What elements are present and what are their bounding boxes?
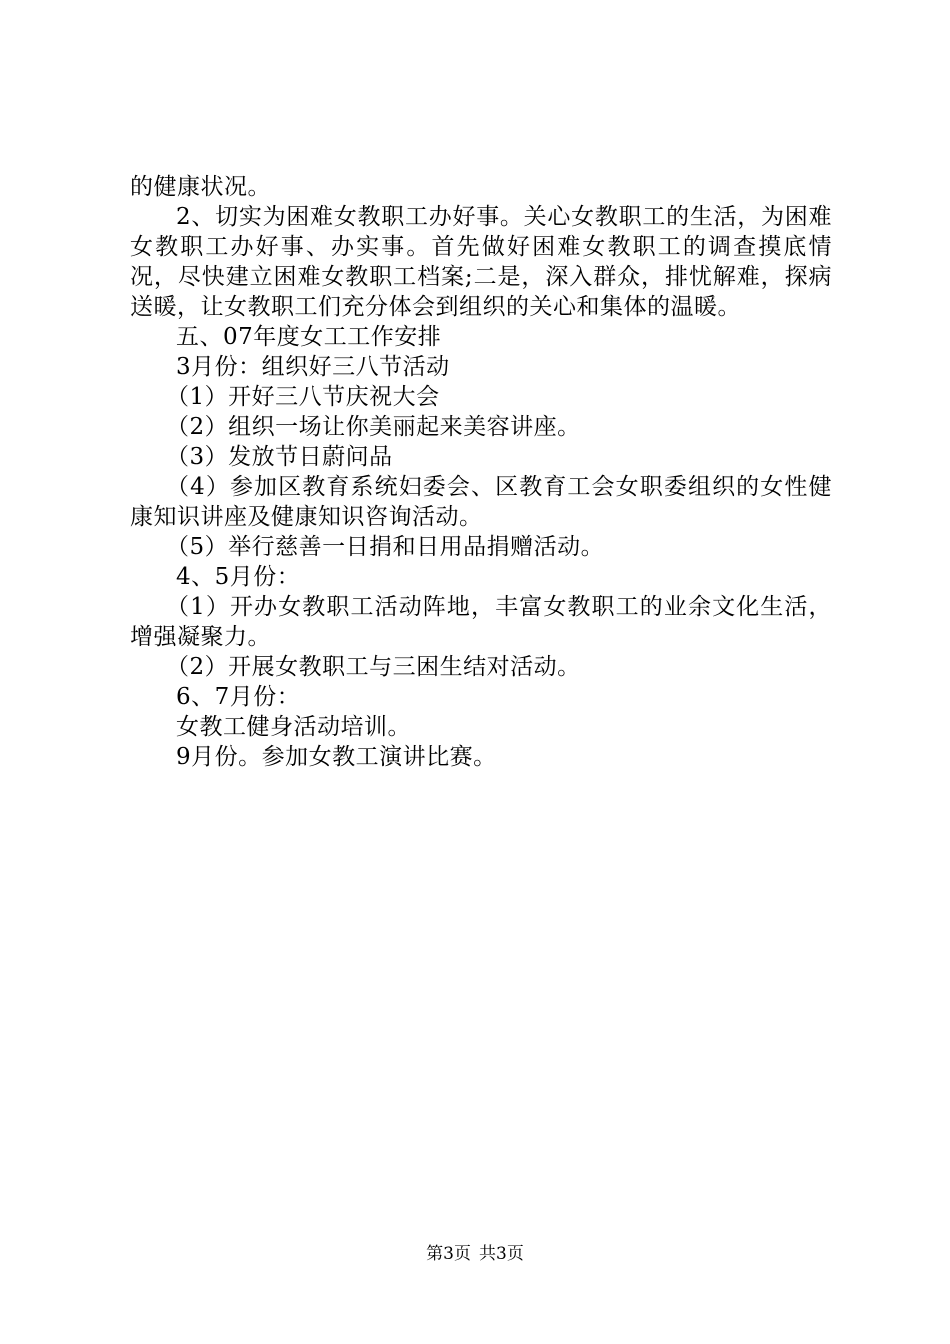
document-body (130, 172, 832, 772)
month-september-item: 9月份。参加女教工演讲比赛。 (176, 744, 497, 770)
page-footer (0, 1243, 950, 1265)
march-item-2: （2）组织一场让你美丽起来美容讲座。 (166, 414, 581, 440)
month-april-may-heading: 4、5月份： (176, 564, 301, 590)
april-may-item-1: （1）开办女教职工活动阵地，丰富女教职工的业余文化生活，增强凝聚力。 (130, 594, 832, 650)
month-june-july-heading: 6、7月份： (176, 684, 301, 710)
march-item-3: （3）发放节日蔚问品 (166, 444, 393, 470)
page-total: 共3页 (479, 1244, 524, 1264)
june-july-item: 女教工健身活动培训。 (176, 714, 411, 740)
section-heading-07-plan: 五、07年度女工工作安排 (176, 324, 442, 350)
page-number: 第3页 (426, 1244, 471, 1264)
paragraph-health-status: 的健康状况。 (130, 174, 271, 200)
month-march-heading: 3月份：组织好三八节活动 (176, 354, 450, 380)
march-item-1: （1）开好三八节庆祝大会 (166, 384, 440, 410)
paragraph-help-difficult-staff: 2、切实为困难女教职工办好事。关心女教职工的生活，为困难女教职工办好事、办实事。首先做好困难女教职工的调查摸底情况，尽快建立困难女教职工档案;二是，深入群众，排忧解难，探病送暖，让女教职工们充分体会到组织的关心和集体的温暖。 (130, 204, 832, 320)
april-may-item-2: （2）开展女教职工与三困生结对活动。 (166, 654, 581, 680)
march-item-5: （5）举行慈善一日捐和日用品捐赠活动。 (166, 534, 605, 560)
march-item-4: （4）参加区教育系统妇委会、区教育工会女职委组织的女性健康知识讲座及健康知识咨询活动。 (130, 474, 832, 530)
